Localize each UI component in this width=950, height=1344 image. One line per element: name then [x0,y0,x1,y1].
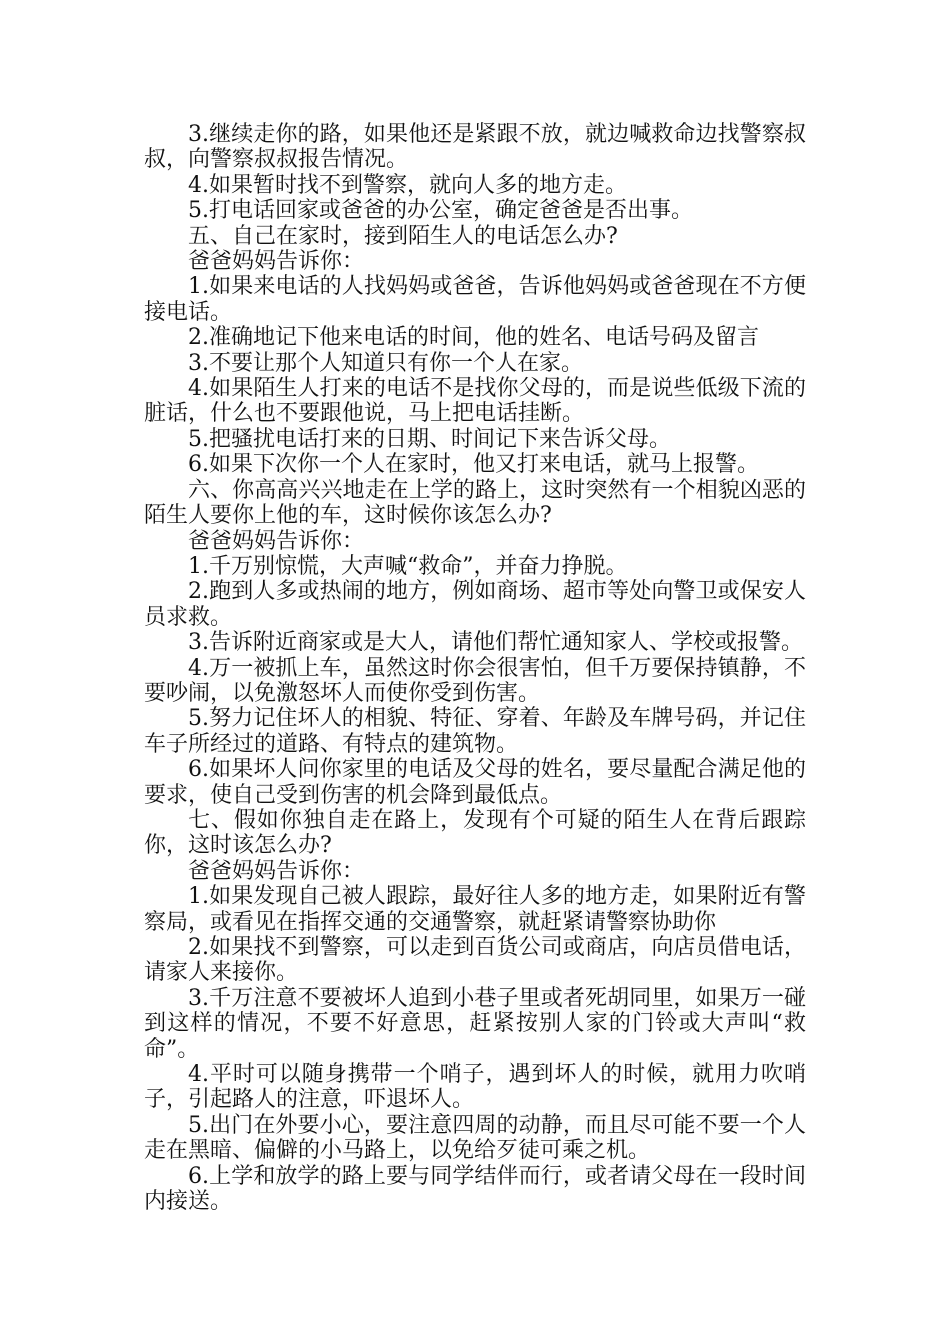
paragraph: 4.平时可以随身携带一个哨子，遇到坏人的时候，就用力吹哨子，引起路人的注意，吓退坏人。 [144,1062,806,1113]
paragraph: 1.千万别惊慌，大声喊“救命”，并奋力挣脱。 [188,553,628,579]
paragraph: 1.如果发现自己被人跟踪，最好往人多的地方走，如果附近有警察局，或看见在指挥交通的交通警察，就赶紧请警察协助你 [144,884,806,935]
paragraph: 3.不要让那个人知道只有你一个人在家。 [188,350,583,376]
paragraph: 6.上学和放学的路上要与同学结伴而行，或者请父母在一段时间内接送。 [144,1163,806,1215]
paragraph: 3.告诉附近商家或是大人，请他们帮忙通知家人、学校或报警。 [188,630,803,656]
paragraph: 1.如果来电话的人找妈妈或爸爸，告诉他妈妈或爸爸现在不方便接电话。 [144,274,806,325]
paragraph: 2.跑到人多或热闹的地方，例如商场、超市等处向警卫或保安人员求救。 [144,579,806,630]
paragraph: 4.万一被抓上车，虽然这时你会很害怕，但千万要保持镇静，不要吵闹，以免激怒坏人而使你受到伤害。 [144,655,806,706]
section-heading: 七、假如你独自走在路上，发现有个可疑的陌生人在背后跟踪你，这时该怎么办? [144,807,806,859]
document-page [144,122,806,1214]
paragraph: 3.继续走你的路，如果他还是紧跟不放，就边喊救命边找警察叔叔，向警察叔叔报告情况。 [144,122,806,173]
paragraph: 5.努力记住坏人的相貌、特征、穿着、年龄及车牌号码，并记住车子所经过的道路、有特点的建筑物。 [144,706,806,757]
paragraph: 6.如果下次你一个人在家时，他又打来电话，就马上报警。 [188,452,759,478]
paragraph: 3.千万注意不要被坏人追到小巷子里或者死胡同里，如果万一碰到这样的情况，不要不好意思，赶紧按别人家的门铃或大声叫“救命”。 [144,985,806,1062]
paragraph: 4.如果暂时找不到警察，就向人多的地方走。 [188,172,627,198]
paragraph: 爸爸妈妈告诉你： [188,249,365,275]
paragraph: 5.把骚扰电话打来的日期、时间记下来告诉父母。 [188,426,671,452]
paragraph: 4.如果陌生人打来的电话不是找你父母的，而是说些低级下流的脏话，什么也不要跟他说，马上把电话挂断。 [144,376,806,427]
section-heading: 六、你高高兴兴地走在上学的路上，这时突然有一个相貌凶恶的陌生人要你上他的车，这时候你该怎么办? [144,477,806,529]
section-heading: 五、自己在家时，接到陌生人的电话怎么办? [188,223,618,249]
paragraph: 爸爸妈妈告诉你： [188,528,365,554]
paragraph: 爸爸妈妈告诉你： [188,858,365,884]
paragraph: 2.准确地记下他来电话的时间，他的姓名、电话号码及留言 [188,325,759,351]
paragraph: 5.出门在外要小心，要注意四周的动静，而且尽可能不要一个人走在黑暗、偏僻的小马路上，以免给歹徒可乘之机。 [144,1112,806,1164]
paragraph: 5.打电话回家或爸爸的办公室，确定爸爸是否出事。 [188,198,693,224]
paragraph: 2.如果找不到警察，可以走到百货公司或商店，向店员借电话，请家人来接你。 [144,935,806,986]
paragraph: 6.如果坏人问你家里的电话及父母的姓名，要尽量配合满足他的要求，使自己受到伤害的机会降到最低点。 [144,757,806,808]
